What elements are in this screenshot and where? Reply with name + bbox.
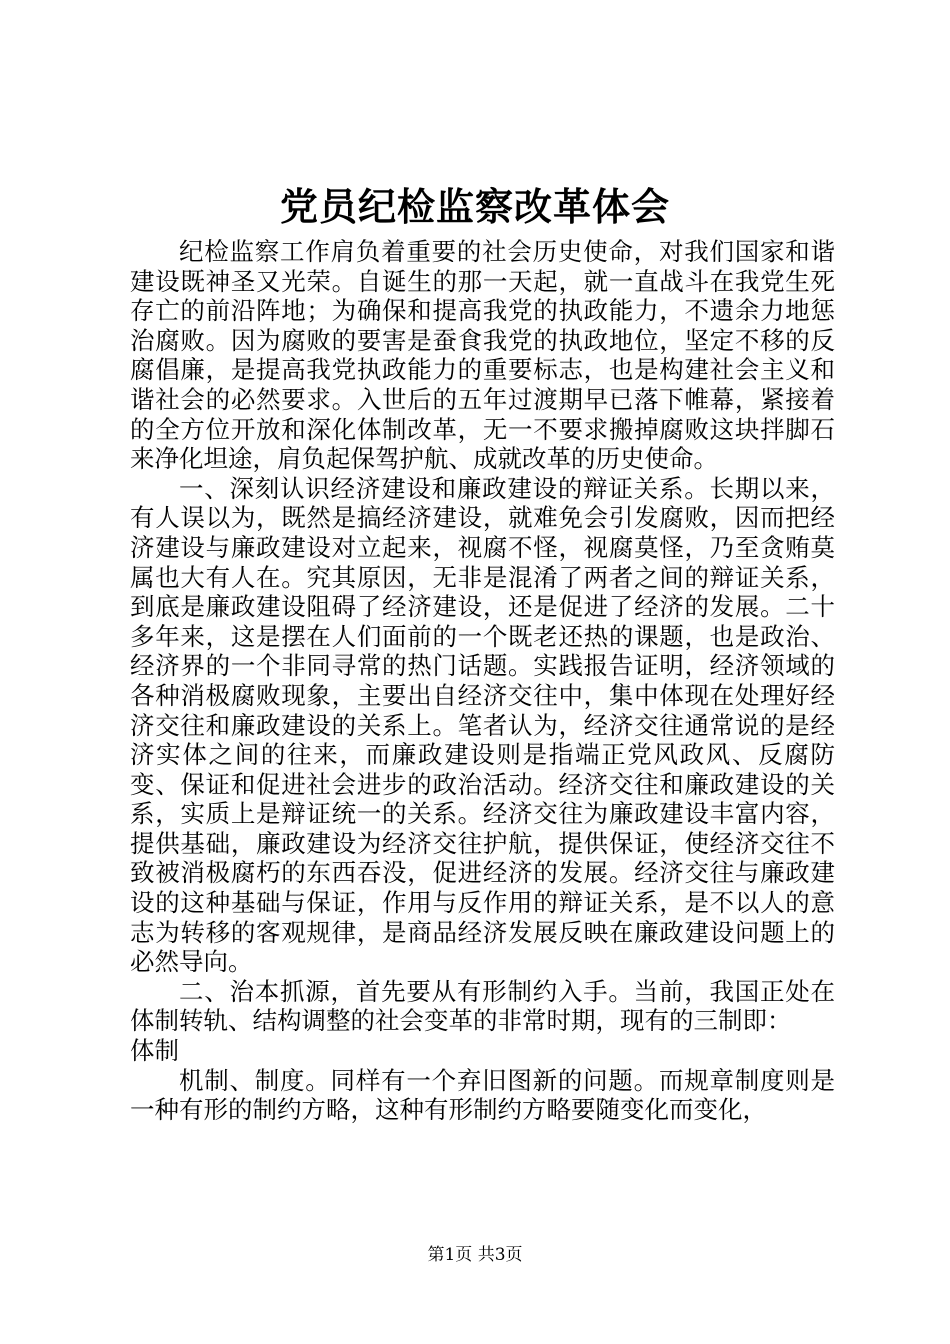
paragraph-section-1: 一、深刻认识经济建设和廉政建设的辩证关系。长期以来，有人误以为，既然是搞经济建设，就难免会引发腐败，因而把经济建设与廉政建设对立起来，视腐不怪，视腐莫怪，乃至贪贿莫属也大有人在。究其原因，无非是混淆了两者之间的辩证关系，到底是廉政建设阻碍了经济建设，还是促进了经济的发展。二十多年来，这是摆在人们面前的一个既老还热的课题，也是政治、经济界的一个非同寻常的热门话题。实践报告证明，经济领域的各种消极腐败现象，主要出自经济交往中，集中体现在处理好经济交往和廉政建设的关系上。笔者认为，经济交往通常说的是经济实体之间的往来，而廉政建设则是指端正党风政风、反腐防变、保证和促进社会进步的政治活动。经济交往和廉政建设的关系，实质上是辩证统一的关系。经济交往为廉政建设丰富内容，提供基础，廉政建设为经济交往护航，提供保证，使经济交往不致被消极腐朽的东西吞没，促进经济的发展。经济交往与廉政建设的这种基础与保证，作用与反作用的辩证关系，是不以人的意志为转移的客观规律，是商品经济发展反映在廉政建设问题上的必然导向。 (130, 473, 835, 977)
page-footer: 第1页 共3页 (427, 1245, 523, 1265)
paragraph-fragment: 体制 (130, 1036, 179, 1066)
document-body (130, 237, 835, 1125)
paragraph-continuation: 机制、制度。同样有一个弃旧图新的问题。而规章制度则是一种有形的制约方略，这种有形制约方略要随变化而变化， (130, 1065, 835, 1125)
paragraph-intro: 纪检监察工作肩负着重要的社会历史使命，对我们国家和谐建设既神圣又光荣。自诞生的那一天起，就一直战斗在我党生死存亡的前沿阵地；为确保和提高我党的执政能力，不遗余力地惩治腐败。因为腐败的要害是蚕食我党的执政地位，坚定不移的反腐倡廉，是提高我党执政能力的重要标志，也是构建社会主义和谐社会的必然要求。入世后的五年过渡期早已落下帷幕，紧接着的全方位开放和深化体制改革，无一不要求搬掉腐败这块拌脚石来净化坦途，肩负起保驾护航、成就改革的历史使命。 (130, 237, 835, 474)
paragraph-section-2: 二、治本抓源，首先要从有形制约入手。当前，我国正处在体制转轨、结构调整的社会变革的非常时期，现有的三制即： (130, 976, 835, 1036)
document-title: 党员纪检监察改革体会 (279, 184, 670, 229)
